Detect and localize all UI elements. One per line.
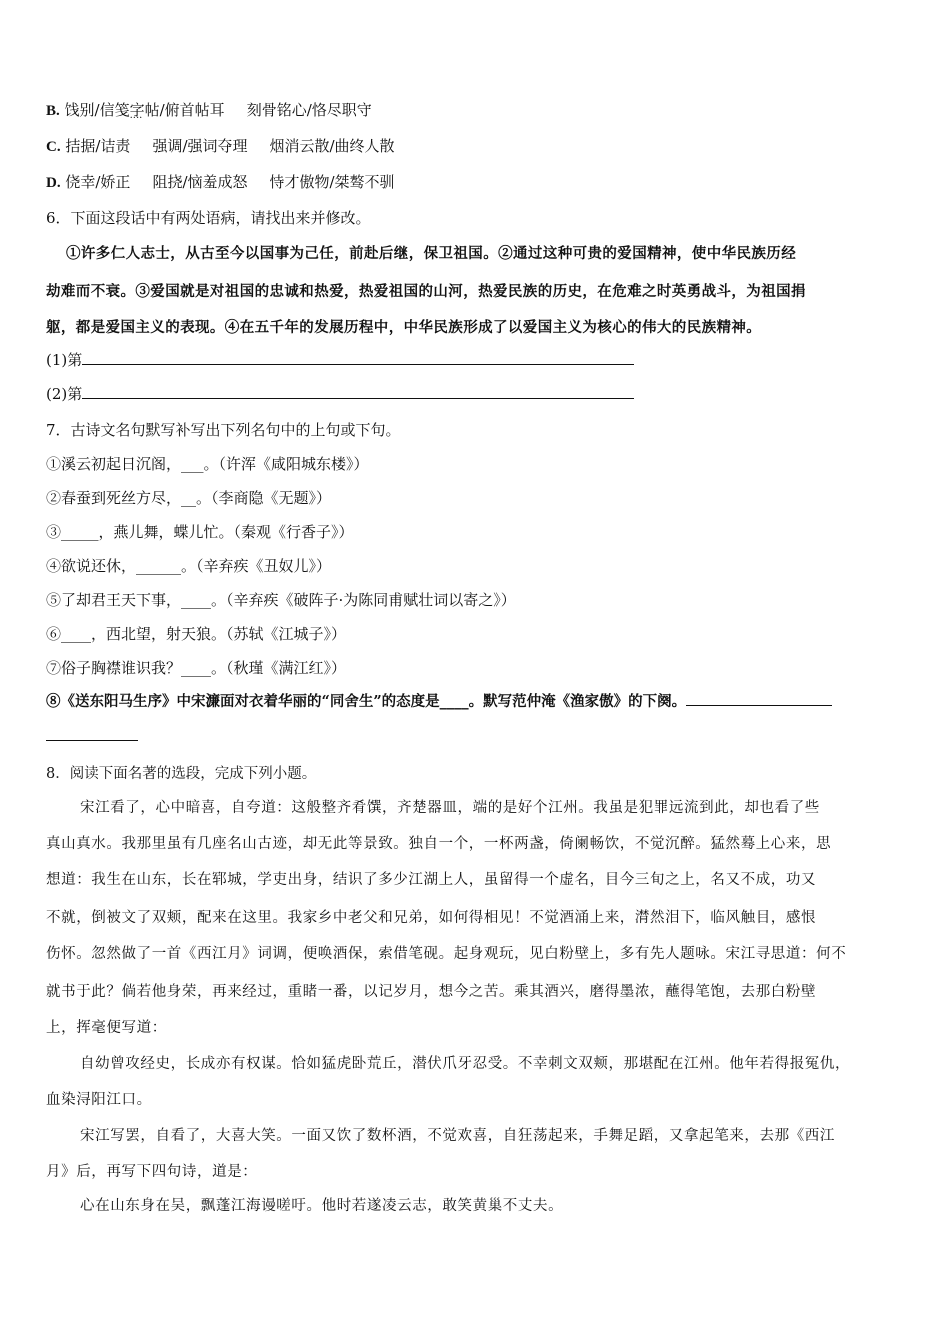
q8-passage-line: 宋江看了，心中暗喜，自夸道：这般整齐肴馔，齐楚器皿，端的是好个江州。我虽是犯罪远流到此，却也看了些 [80,800,820,816]
q6-answer-2-blank[interactable] [82,384,634,399]
q6-answer-1 [46,348,634,372]
q6-prompt: 6．下面这段话中有两处语病，请找出来并修改。 [46,209,371,227]
q6-paragraph-line2: 劫难而不衰。③爱国就是对祖国的忠诚和热爱，热爱祖国的山河，热爱民族的历史，在危难之时英勇战斗，为祖国捐 [46,283,806,300]
q7-item-6: ⑥____，西北望，射天狼。（苏轼《江城子》） [46,625,347,643]
q6-answer-2-label: (2)第 [46,385,83,403]
q8-passage-line: 真山真水。我那里虽有几座名山古迹，却无此等景致。独自一个，一杯两盏，倚阑畅饮，不觉沉醉。猛然蓦上心来，思 [46,836,832,852]
q7-item-8 [46,690,832,714]
q8-prompt: 8．阅读下面名著的选段，完成下列小题。 [46,766,317,782]
q7-item-1: ①溪云初起日沉阁，___。（许浑《咸阳城东楼》） [46,455,369,473]
q7-item-8-blank-cont[interactable] [46,724,138,748]
q8-passage-line: 宋江写罢，自看了，大喜大笑。一面又饮了数杯酒，不觉欢喜，自狂荡起来，手舞足蹈，又拿起笔来，去那《西江 [80,1128,835,1144]
q8-passage-line: 上，挥毫便写道： [46,1020,167,1036]
q7-item-8-text: ⑧《送东阳马生序》中宋濂面对衣着华丽的“同舍生”的态度是____。默写范仲淹《渔家傲》的下阕。 [46,693,687,710]
q6-answer-1-blank[interactable] [82,350,634,365]
option-d-word2: 阻挠/恼羞成怒 [152,173,248,191]
q8-passage-line: 月》后，再写下四句诗，道是： [46,1164,258,1180]
q7-item-8-blank[interactable] [686,691,832,706]
option-d-word1: 侥幸/娇正 [65,173,131,191]
q7-prompt: 7．古诗文名句默写补写出下列名句中的上句或下句。 [46,421,401,439]
q8-passage-line: 不就，倒被文了双颊，配来在这里。我家乡中老父和兄弟，如何得相见！不觉酒涌上来，潸然泪下，临风触目，感恨 [46,910,817,926]
option-b-word2: 字帖 .... [130,101,160,119]
q8-passage-line: 就书于此？倘若他身荣，再来经过，重睹一番，以记岁月，想今之苦。乘其酒兴，磨得墨浓，蘸得笔饱，去那白粉壁 [46,984,817,1000]
q6-answer-1-label: (1)第 [46,351,83,369]
option-c-letter: C. [46,139,61,155]
q8-verse-line: 心在山东身在吴，飘蓬江海谩嗟吁。他时若遂凌云志，敢笑黄巢不丈夫。 [80,1198,564,1214]
option-b-word4: 刻骨铭心/恪尽职守 [246,101,372,119]
q7-item-4: ④欲说还休，______。（辛弃疾《丑奴儿》） [46,557,332,575]
option-d-word3: 恃才傲物/桀骜不驯 [269,173,395,191]
q6-paragraph-line3: 躯，都是爱国主义的表现。④在五千年的发展历程中，中华民族形成了以爱国主义为核心的伟大的民族精神。 [46,319,762,336]
option-b [46,98,372,123]
option-b-letter: B. [46,103,60,119]
option-b-word3: /俯首帖耳 [159,101,225,119]
option-d [46,170,395,195]
option-c-word3: 烟消云散/曲终人散 [269,137,395,155]
q8-passage-line: 想道：我生在山东，长在郓城，学吏出身，结识了多少江湖上人，虽留得一个虚名，目今三旬之上，名又不成，功又 [46,872,817,888]
q8-poem-line: 自幼曾攻经史，长成亦有权谋。恰如猛虎卧荒丘，潜伏爪牙忍受。不幸刺文双颊，那堪配在江州。他年若得报冤仇， [80,1056,851,1072]
option-c [46,134,395,159]
q6-answer-2 [46,382,634,406]
q7-item-3: ③_____，燕儿舞，蝶儿忙。（秦观《行香子》） [46,523,354,541]
option-d-letter: D. [46,175,61,191]
option-c-word1: 拮据/诘责 [65,137,131,155]
q7-item-8-blank-2[interactable] [46,726,138,741]
q7-item-7: ⑦俗子胸襟谁识我？____。（秋瑾《满江红》） [46,659,347,677]
q6-paragraph-line1: ①许多仁人志士，从古至今以国事为己任，前赴后继，保卫祖国。②通过这种可贵的爱国精神，使中华民族历经 [66,245,797,262]
q7-item-2: ②春蚕到死丝方尽，__。（李商隐《无题》） [46,489,332,507]
q7-item-5: ⑤了却君王天下事，____。（辛弃疾《破阵子·为陈同甫赋壮词以寄之》） [46,591,516,609]
option-c-word2: 强调/强词夺理 [152,137,248,155]
q8-passage-line: 伤怀。忽然做了一首《西江月》词调，便唤酒保，索借笔砚。起身观玩，见白粉壁上，多有先人题咏。宋江寻思道：何不 [46,946,847,962]
q8-poem-line: 血染浔阳江口。 [46,1092,152,1108]
option-b-word1: 饯别/信笺 [64,101,130,119]
